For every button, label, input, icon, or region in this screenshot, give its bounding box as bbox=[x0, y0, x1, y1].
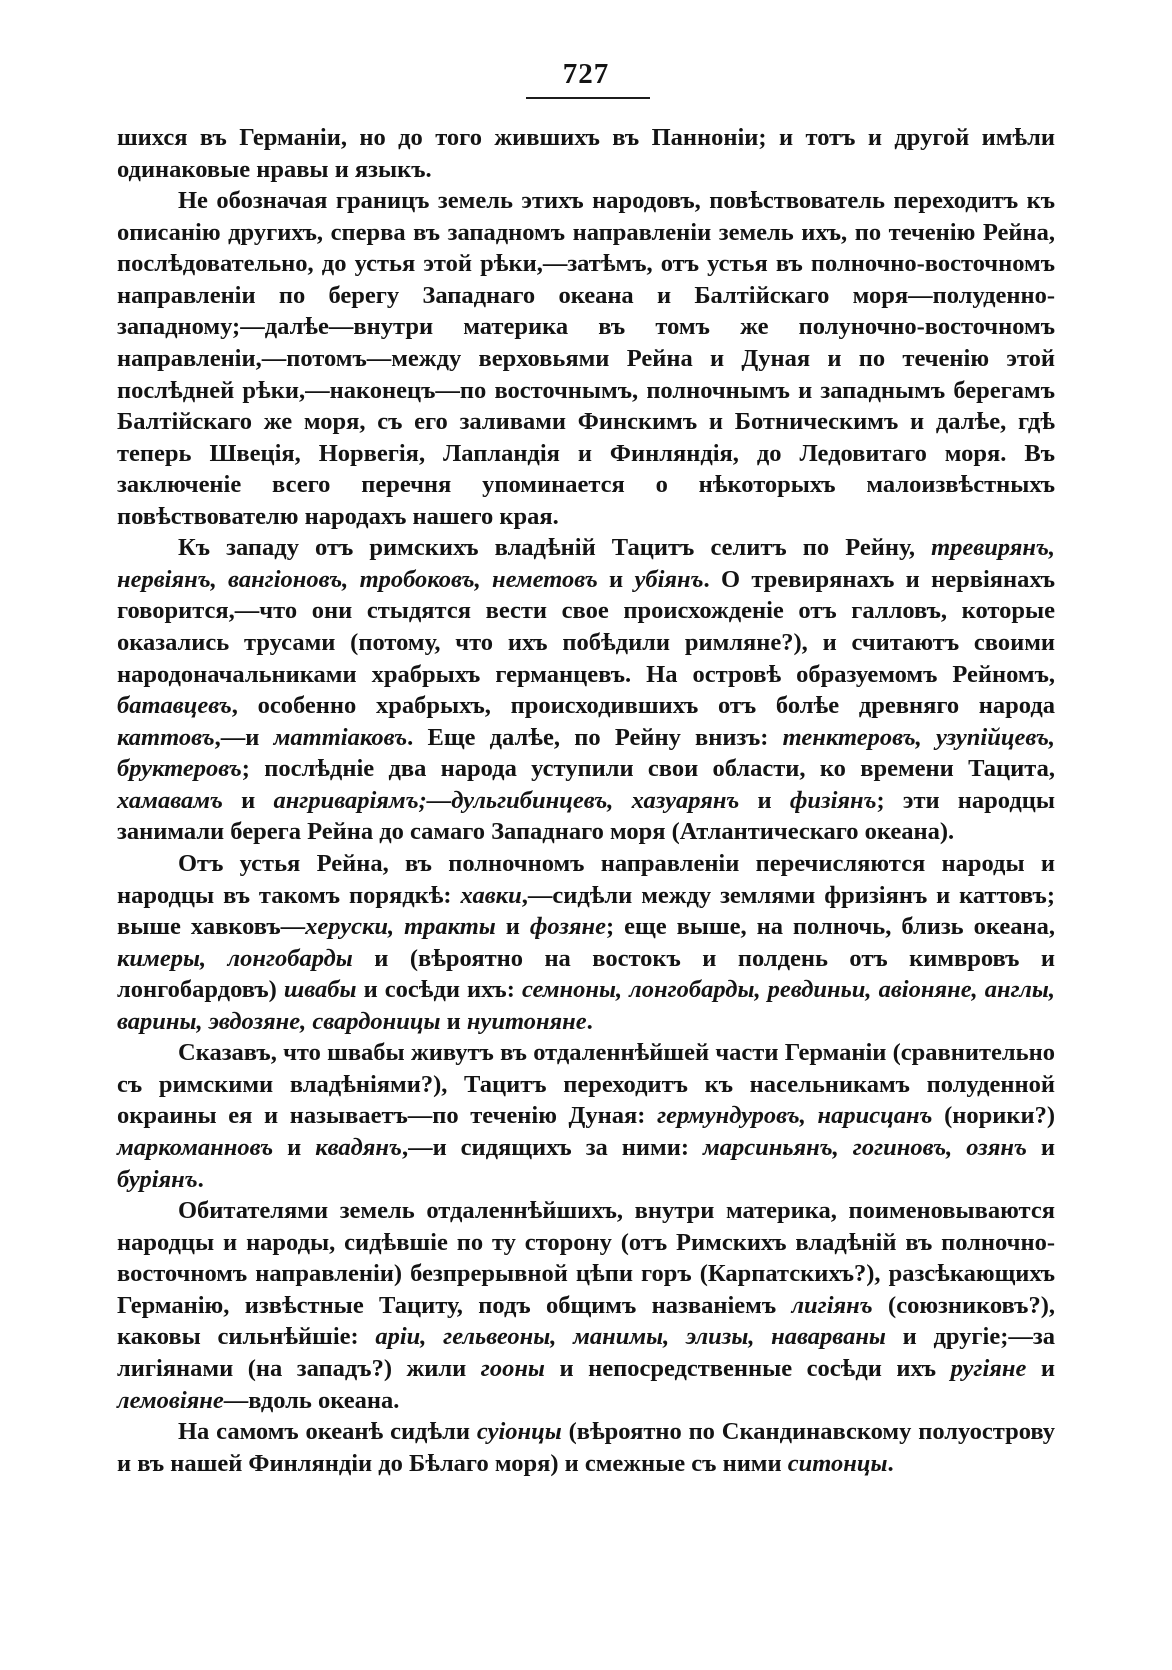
italic-term: кимеры, лонгобарды bbox=[117, 944, 353, 972]
text-run: шихся въ Германіи, но до того жившихъ въ Панноніи; и тотъ и другой имѣли одинаковые нравы и языкъ. bbox=[117, 124, 1055, 183]
text-run: и bbox=[1026, 1134, 1055, 1161]
italic-term: швабы bbox=[283, 976, 357, 1004]
paragraph bbox=[117, 532, 1055, 848]
italic-term: гермундуровъ, нарисцанъ bbox=[657, 1102, 933, 1130]
paragraph bbox=[117, 185, 1055, 532]
text-run: (союзниковъ?), каковы сильнѣйшіе: bbox=[117, 1291, 1055, 1351]
text-run: Обитателями земель отдаленнѣйшихъ, внутри материка, поименовываются народцы и народы, сидѣвшіе по ту сторону (отъ Римскихъ владѣній въ полночно-восточномъ направленіи) безпрерывной цѣпи горъ (Карпатскихъ?), разсѣкающихъ Германію, извѣстные Тациту, подъ общимъ названіемъ bbox=[117, 1197, 1055, 1319]
italic-term: маркоманновъ bbox=[117, 1134, 274, 1161]
text-run: . bbox=[887, 1449, 894, 1477]
text-run: Сказавъ, что швабы живутъ въ отдаленнѣйшей части Германіи (сравнительно съ римскими владѣніями?), Тацитъ переходитъ къ насельникамъ полуденной окраины ея и называетъ—по теченію Дуная: bbox=[117, 1039, 1055, 1130]
text-run: Не обозначая границъ земель этихъ народовъ, повѣствователь переходитъ къ описанію другихъ, сперва въ западномъ направленіи земель ихъ, по теченію Рейна, послѣдовательно, до устья этой рѣки,—затѣмъ, отъ устья въ полночно-восточномъ направленіи по берегу Западнаго океана и Балтійскаго моря—полуденно-западному;—далѣе—внутри материка въ томъ же полуночно-восточномъ направленіи,—потомъ—между верховьями Рейна и Дуная и по теченію этой послѣдней рѣки,—наконецъ—по восточнымъ, полночнымъ и западнымъ берегамъ Балтійскаго же моря, съ его заливами Финскимъ и Ботническимъ и далѣе, гдѣ теперь Швеція, Норвегія, Лапландія и Финляндія, до Ледовитаго моря. Въ заключеніе всего перечня упоминается о нѣкоторыхъ малоизвѣстныхъ повѣствователю народахъ нашего края. bbox=[117, 187, 1055, 530]
text-run: . О тревирянахъ и нервіянахъ говорится,—что они стыдятся вести свое происхожденіе отъ галловъ, которые оказались трусами (потому, что ихъ побѣдили римляне?), и считаютъ своими народоначальниками храбрыхъ германцевъ. На островѣ образуемомъ Рейномъ, bbox=[117, 565, 1055, 688]
italic-term: убіянъ bbox=[634, 565, 704, 593]
italic-term: лемовіяне bbox=[117, 1386, 224, 1414]
text-run: ; послѣдніе два народа уступили свои области, ко времени Тацита, bbox=[241, 755, 1055, 783]
paragraph bbox=[117, 1037, 1055, 1195]
header-rule bbox=[526, 97, 650, 99]
text-run: и bbox=[495, 913, 530, 941]
text-run: и сосѣди ихъ: bbox=[356, 976, 522, 1004]
italic-term: хавки bbox=[460, 881, 522, 909]
paragraph bbox=[117, 1195, 1055, 1416]
italic-term: ругіяне bbox=[950, 1354, 1027, 1382]
text-run: . Еще далѣе, по Рейну внизъ: bbox=[407, 723, 783, 751]
text-run: (вѣроятно по Скандинавскому полуострову и въ нашей Финляндіи до Бѣлаго моря) и смежные съ ними bbox=[117, 1418, 1056, 1477]
italic-term: ситонцы bbox=[787, 1449, 888, 1477]
italic-term: буріянъ bbox=[117, 1165, 198, 1193]
text-run: и другіе;—за лигіянами (на западъ?) жили bbox=[117, 1323, 1055, 1382]
text-run: На самомъ океанѣ сидѣли bbox=[178, 1418, 477, 1446]
italic-term: батавцевъ bbox=[117, 692, 232, 720]
text-run: и bbox=[739, 786, 790, 814]
text-run: . bbox=[197, 1165, 204, 1193]
paragraph bbox=[117, 1416, 1055, 1479]
text-run: ; еще выше, на полночь, близь океана, bbox=[606, 913, 1055, 941]
text-run: ; эти народцы занимали берега Рейна до самаго Западнаго моря (Атлантическаго океана). bbox=[117, 786, 1055, 846]
text-run: и (вѣроятно на востокъ и полдень отъ кимвровъ и лонгобардовъ) bbox=[117, 944, 1055, 1004]
text-run: ,—и сидящихъ за ними: bbox=[401, 1134, 703, 1161]
paragraph bbox=[117, 122, 1055, 185]
text-run: и bbox=[222, 786, 274, 814]
text-run: и непосредственные сосѣди ихъ bbox=[544, 1354, 951, 1382]
text-run: , особенно храбрыхъ, происходившихъ отъ болѣе древняго народа bbox=[231, 692, 1055, 720]
italic-term: физіянъ bbox=[789, 786, 877, 814]
text-run: ,—сидѣли между землями фризіянъ и каттовъ; выше хавковъ— bbox=[117, 881, 1055, 941]
italic-term: херуски, тракты bbox=[305, 913, 496, 941]
italic-term: маттіаковъ bbox=[273, 723, 408, 751]
italic-term: фозяне bbox=[529, 913, 607, 941]
text-run: Къ западу отъ римскихъ владѣній Тацитъ селитъ по Рейну, bbox=[178, 534, 932, 562]
italic-term: квадянъ bbox=[315, 1134, 402, 1161]
text-run: и bbox=[440, 1007, 467, 1035]
italic-term: марсиньянъ, гогиновъ, озянъ bbox=[702, 1134, 1027, 1161]
italic-term: ангриваріямъ;—дульгибинцевъ, хазуарянъ bbox=[273, 786, 740, 814]
italic-term: суіонцы bbox=[476, 1418, 562, 1446]
italic-term: тенктеровъ, узупійцевъ, бруктеровъ bbox=[117, 723, 1056, 783]
italic-term: лигіянъ bbox=[791, 1291, 873, 1319]
italic-term: аріи, гельвеоны, манимы, элизы, наварваны bbox=[375, 1323, 886, 1351]
text-run: —вдоль океана. bbox=[223, 1386, 400, 1414]
italic-term: тревирянъ, нервіянъ, вангіоновъ, тробоковъ, неметовъ bbox=[117, 534, 1055, 593]
italic-term: каттовъ bbox=[117, 723, 215, 751]
paragraph bbox=[117, 848, 1055, 1037]
text-run: Отъ устья Рейна, въ полночномъ направленіи перечисляются народы и народцы въ такомъ порядкѣ: bbox=[117, 849, 1055, 909]
italic-term: гооны bbox=[480, 1354, 545, 1382]
page-number: 727 bbox=[562, 58, 610, 90]
text-run: . bbox=[586, 1007, 593, 1035]
text-run: и bbox=[273, 1134, 316, 1161]
italic-term: нуитоняне bbox=[466, 1007, 587, 1035]
body-text bbox=[117, 122, 1055, 1479]
text-run: и bbox=[1026, 1354, 1055, 1382]
italic-term: семноны, лонгобарды, ревдиньи, авіоняне, англы, варины, эвдозяне, свардоницы bbox=[117, 976, 1056, 1035]
text-run: (норики?) bbox=[932, 1102, 1055, 1130]
text-run: ,—и bbox=[214, 723, 274, 751]
italic-term: хамавамъ bbox=[117, 786, 223, 814]
text-run: и bbox=[597, 565, 635, 593]
